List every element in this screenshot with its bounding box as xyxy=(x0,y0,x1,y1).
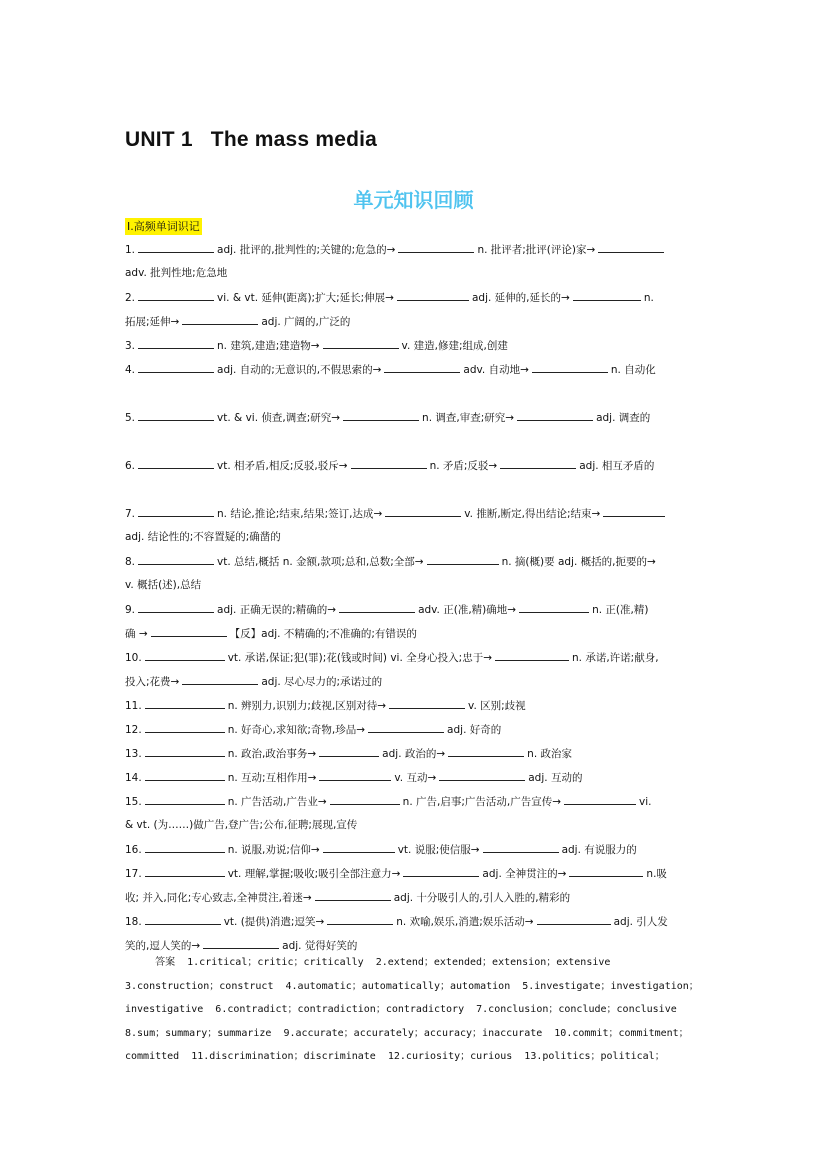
exercise-text: 4. xyxy=(125,364,136,376)
exercise-text: n. 说服,劝说;信仰→ xyxy=(227,844,320,856)
exercise-text: vt. 承诺,保证;犯(罪);花(钱或时间) vi. 全身心投入;忠于→ xyxy=(227,652,492,664)
exercise-text: 17. xyxy=(125,868,142,880)
answer-blank[interactable] xyxy=(389,696,465,709)
exercise-text: adj. 互动的 xyxy=(528,772,583,784)
exercise-text: adv. 批判性地;危急地 xyxy=(125,267,228,279)
exercise-text: vt. (提供)消遣;逗笑→ xyxy=(223,916,325,928)
exercise-line xyxy=(125,552,656,570)
answer-blank[interactable] xyxy=(182,312,258,325)
exercise-text: adj. 结论性的;不容置疑的;确凿的 xyxy=(125,531,281,543)
exercise-line xyxy=(125,792,651,810)
answer-line: investigative 6.contradict；contradiction；contradictory 7.conclusion；conclude；conclusive xyxy=(125,1004,677,1015)
answer-blank[interactable] xyxy=(323,336,399,349)
exercise-line xyxy=(125,744,572,762)
exercise-text: vt. 说服;使信服→ xyxy=(397,844,480,856)
exercise-line xyxy=(125,408,650,426)
exercise-line xyxy=(125,240,667,258)
answer-blank[interactable] xyxy=(323,840,395,853)
exercise-line xyxy=(125,648,659,666)
answer-blank[interactable] xyxy=(403,864,479,877)
exercise-text: n. 矛盾;反驳→ xyxy=(429,460,498,472)
exercise-text: adj. 相互矛盾的 xyxy=(579,460,655,472)
exercise-text: 8. xyxy=(125,556,136,568)
exercise-line xyxy=(125,336,508,354)
answer-blank[interactable] xyxy=(537,912,611,925)
exercise-text: n. 政治家 xyxy=(527,748,573,760)
exercise-text: v. 概括(述),总结 xyxy=(125,579,202,591)
answer-blank[interactable] xyxy=(339,600,415,613)
exercise-text: n. 结论,推论;结束,结果;签订,达成→ xyxy=(217,508,383,520)
answer-blank[interactable] xyxy=(319,768,391,781)
exercise-text: adj. 尽心尽力的;承诺过的 xyxy=(261,676,383,688)
section-subheading: Ⅰ.高频单词识记 xyxy=(127,220,200,233)
answer-blank[interactable] xyxy=(351,456,427,469)
exercise-text: 1. xyxy=(125,244,136,256)
exercise-line xyxy=(125,864,667,882)
answer-line: 3.construction；construct 4.automatic；automatically；automation 5.investigate；investigation； xyxy=(125,980,699,992)
exercise-text: 6. xyxy=(125,460,136,472)
exercise-text: n. 建筑,建造;建造物→ xyxy=(217,340,320,352)
exercise-line xyxy=(125,504,668,522)
exercise-text: adj. 正确无误的;精确的→ xyxy=(217,604,337,616)
answer-blank[interactable] xyxy=(145,912,221,925)
exercise-text: n. xyxy=(643,292,654,304)
answer-blank[interactable] xyxy=(138,552,214,565)
exercise-line xyxy=(125,768,582,786)
exercise-text: 12. xyxy=(125,724,142,736)
answer-blank[interactable] xyxy=(319,744,379,757)
answer-blank[interactable] xyxy=(138,456,214,469)
answer-blank[interactable] xyxy=(343,408,419,421)
exercise-text: 11. xyxy=(125,700,142,712)
answer-blank[interactable] xyxy=(532,360,608,373)
answer-blank[interactable] xyxy=(138,600,214,613)
answer-blank[interactable] xyxy=(138,240,214,253)
exercise-text: n. 摘(概)要 adj. 概括的,扼要的→ xyxy=(501,556,656,568)
exercise-text: 投入;花费→ xyxy=(125,676,180,688)
answer-blank[interactable] xyxy=(145,696,225,709)
exercise-text: adj. 批评的,批判性的;关键的;危急的→ xyxy=(217,244,396,256)
exercise-text: adv. 正(准,精)确地→ xyxy=(418,604,517,616)
exercise-line xyxy=(125,696,526,714)
exercise-text: 2. xyxy=(125,292,136,304)
answer-blank[interactable] xyxy=(398,240,474,253)
exercise-line xyxy=(125,576,201,594)
answer-blank[interactable] xyxy=(138,360,214,373)
exercise-text: n. 政治,政治事务→ xyxy=(227,748,317,760)
exercise-text: adj. 全神贯注的→ xyxy=(482,868,567,880)
exercise-text: vt. 理解,掌握;吸收;吸引全部注意力→ xyxy=(227,868,401,880)
answer-blank[interactable] xyxy=(327,912,393,925)
answer-blank[interactable] xyxy=(384,360,460,373)
exercise-line xyxy=(125,288,654,306)
answer-blank[interactable] xyxy=(145,648,225,661)
exercise-text: 收; 并入,同化;专心致志,全神贯注,着迷→ xyxy=(125,892,312,904)
answer-blank[interactable] xyxy=(564,792,636,805)
answer-blank[interactable] xyxy=(145,744,225,757)
exercise-text: n. 好奇心,求知欲;奇物,珍品→ xyxy=(227,724,366,736)
answer-blank[interactable] xyxy=(138,336,214,349)
exercise-text: 15. xyxy=(125,796,142,808)
exercise-line xyxy=(125,456,654,474)
exercise-text: adj. 自动的;无意识的,不假思索的→ xyxy=(217,364,382,376)
exercise-line xyxy=(125,264,227,282)
exercise-text: n. 批评者;批评(评论)家→ xyxy=(477,244,596,256)
answer-blank[interactable] xyxy=(145,768,225,781)
answer-blank[interactable] xyxy=(483,840,559,853)
answer-blank[interactable] xyxy=(203,936,279,949)
answer-line: 8.sum；summary；summarize 9.accurate；accurately；accuracy；inaccurate 10.commit；commitment； xyxy=(125,1027,689,1039)
exercise-text: 3. xyxy=(125,340,136,352)
answer-blank[interactable] xyxy=(495,648,569,661)
answer-blank[interactable] xyxy=(385,504,461,517)
answer-blank[interactable] xyxy=(598,240,664,253)
exercise-text: v. 区别;歧视 xyxy=(468,700,526,712)
answer-blank[interactable] xyxy=(427,552,499,565)
exercise-text: n. 自动化 xyxy=(610,364,656,376)
answer-blank[interactable] xyxy=(315,888,391,901)
answer-line: committed 11.discrimination；discriminate 12.curiosity；curious 13.politics；political； xyxy=(125,1051,665,1062)
answer-blank[interactable] xyxy=(519,600,589,613)
exercise-line xyxy=(125,720,501,738)
exercise-text: n. 承诺,许诺;献身, xyxy=(572,652,659,664)
exercise-text: n. 辨别力,识别力;歧视,区别对待→ xyxy=(227,700,387,712)
exercise-line xyxy=(125,912,668,930)
exercise-line xyxy=(125,672,382,690)
exercise-text: 10. xyxy=(125,652,142,664)
exercise-text: n. 调查,审查;研究→ xyxy=(422,412,515,424)
exercise-line xyxy=(125,816,357,834)
answer-blank[interactable] xyxy=(573,288,641,301)
exercise-text: 16. xyxy=(125,844,142,856)
exercise-text: adj. 引人发 xyxy=(613,916,668,928)
answer-blank[interactable] xyxy=(145,720,225,733)
exercise-text: n. 欢喻,娱乐,消遣;娱乐活动→ xyxy=(396,916,534,928)
answer-blank[interactable] xyxy=(145,864,225,877)
section-title: 单元知识回顾 xyxy=(353,188,474,212)
exercise-text: 笑的,逗人笑的→ xyxy=(125,940,201,952)
exercise-text: v. 建造,修建;组成,创建 xyxy=(401,340,508,352)
exercise-line xyxy=(125,312,350,330)
answer-line: 答案 1.critical；critic；critically 2.extend；extended；extension；extensive xyxy=(125,957,611,968)
exercise-text: adj. 广阔的,广泛的 xyxy=(261,316,351,328)
exercise-text: 5. xyxy=(125,412,136,424)
exercise-line xyxy=(125,888,570,906)
exercise-text: adj. 调查的 xyxy=(596,412,651,424)
answer-blank[interactable] xyxy=(151,624,227,637)
exercise-text: vt. & vi. 侦查,调查;研究→ xyxy=(217,412,341,424)
exercise-text: adj. 有说服力的 xyxy=(561,844,637,856)
answer-blank[interactable] xyxy=(569,864,643,877)
exercise-text: n. 广告,启事;广告活动,广告宣传→ xyxy=(402,796,562,808)
exercise-text: adj. 延伸的,延长的→ xyxy=(471,292,570,304)
exercise-text: 14. xyxy=(125,772,142,784)
answer-blank[interactable] xyxy=(500,456,576,469)
exercise-text: v. 推断,断定,得出结论;结束→ xyxy=(464,508,601,520)
exercise-text: adj. 十分吸引人的,引人入胜的,精彩的 xyxy=(393,892,571,904)
answer-blank[interactable] xyxy=(138,408,214,421)
unit-title: UNIT 1 The mass media xyxy=(125,128,378,151)
exercise-text: vt. 总结,概括 n. 金额,款项;总和,总数;全部→ xyxy=(217,556,424,568)
exercise-text: vi. & vt. 延伸(距离);扩大;延长;伸展→ xyxy=(217,292,394,304)
exercise-line xyxy=(125,528,281,546)
answer-blank[interactable] xyxy=(145,840,225,853)
answer-blank[interactable] xyxy=(448,744,524,757)
exercise-line xyxy=(125,840,637,858)
exercise-text: 【反】adj. 不精确的;不准确的;有错误的 xyxy=(229,628,417,640)
exercise-text: 18. xyxy=(125,916,142,928)
answer-blank[interactable] xyxy=(330,792,400,805)
exercise-text: vi. xyxy=(639,796,652,808)
answer-blank[interactable] xyxy=(182,672,258,685)
exercise-text: v. 互动→ xyxy=(394,772,437,784)
answer-blank[interactable] xyxy=(138,504,214,517)
answer-blank[interactable] xyxy=(439,768,525,781)
exercise-text: adj. 觉得好笑的 xyxy=(282,940,358,952)
exercise-line xyxy=(125,600,648,618)
exercise-text: adj. 好奇的 xyxy=(447,724,502,736)
answer-blank[interactable] xyxy=(517,408,593,421)
exercise-text: adv. 自动地→ xyxy=(463,364,529,376)
answer-blank[interactable] xyxy=(368,720,444,733)
exercise-text: 13. xyxy=(125,748,142,760)
exercise-text: n. 互动;互相作用→ xyxy=(227,772,317,784)
exercise-text: & vt. (为……)做广告,登广告;公布,征聘;展现,宣传 xyxy=(125,819,358,831)
exercise-text: n.吸 xyxy=(646,868,667,880)
exercise-text: 9. xyxy=(125,604,136,616)
exercise-text: 7. xyxy=(125,508,136,520)
exercise-line xyxy=(125,936,357,954)
exercise-text: vt. 相矛盾,相反;反驳,驳斥→ xyxy=(217,460,348,472)
exercise-text: 拓展;延伸→ xyxy=(125,316,180,328)
exercise-text: n. 正(准,精) xyxy=(592,604,649,616)
exercise-text: adj. 政治的→ xyxy=(382,748,446,760)
answer-blank[interactable] xyxy=(603,504,665,517)
answer-blank[interactable] xyxy=(145,792,225,805)
exercise-text: n. 广告活动,广告业→ xyxy=(227,796,327,808)
answer-blank[interactable] xyxy=(138,288,214,301)
answer-blank[interactable] xyxy=(397,288,469,301)
exercise-line xyxy=(125,360,656,378)
exercise-text: 确 → xyxy=(125,628,148,640)
exercise-line xyxy=(125,624,417,642)
